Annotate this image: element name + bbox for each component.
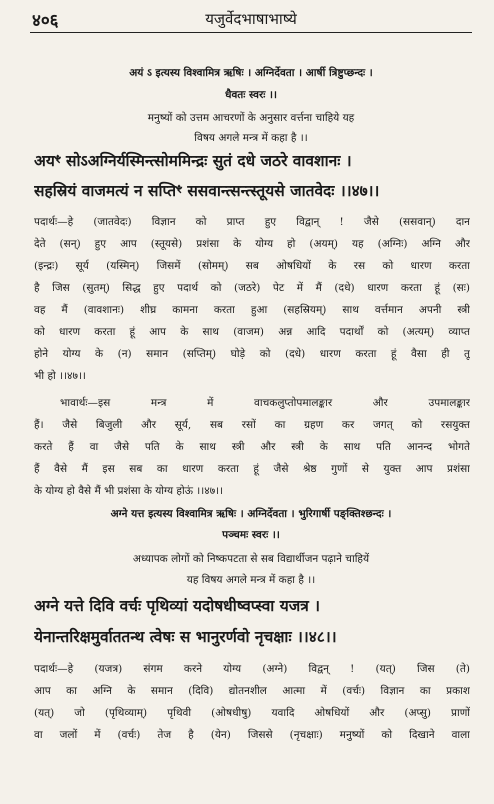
rishi-line-47: अयं ऽ इत्यस्य विश्वामित्र ऋषिः । अग्निर्देवता । आर्षी त्रिष्टुप्छन्दः । xyxy=(129,67,373,79)
intro-line-48-2: यह विषय अगले मन्त्र में कहा है ।। xyxy=(186,574,316,586)
mantra-48-line-1: अग्ने यत्ते दिवि वर्चः पृथिव्यां यदोषधीष्वप्स्वा यजत्र । xyxy=(34,596,321,615)
padartha-48-line: (यत्) जो (पृथिव्याम्) पृथिवी (ओषधीषु) यवादि ओषधियों और (अप्सु) प्राणों xyxy=(34,707,470,719)
bhavartha-47-line: करते हैं वा जैसे पति के साथ स्त्री और स्त्री के साथ पति आनन्द भोगते xyxy=(34,441,470,453)
intro-line-48-1: अध्यापक लोगों को निष्कपटता से सब विद्यार्थीजन पढ़ाने चाहियें xyxy=(132,553,370,565)
rishi-line-48: अग्ने यत्त इत्यस्य विश्वामित्र ऋषिः । अग्निर्देवता । भुरिगार्षी पङ्क्तिश्छन्दः । xyxy=(110,508,392,520)
padartha-47-line: होने योग्य के (न) समान (सप्तिम्) घोड़े को (दधे) धारण करता हूं वैसा ही तू xyxy=(34,348,470,360)
bhavartha-47-line: हैं। जैसे बिजुली और सूर्य, सब रसों का ग्रहण कर जगत् को रसयुक्त xyxy=(34,419,470,431)
padartha-47-line: भी हो ।।४७।। xyxy=(34,370,86,382)
bhavartha-47-line: भावार्थः—इस मन्त्र में वाचकलुप्तोपमालङ्कार और उपमालङ्कार xyxy=(60,397,470,409)
padartha-47-line: देते (सन्) हुए आप (स्तूयसे) प्रशंसा के योग्य हो (अयम्) यह (अग्निः) अग्नि और xyxy=(34,238,470,250)
page-number: ४०६ xyxy=(32,11,59,31)
padartha-47-line: है जिस (सुतम्) सिद्ध हुए पदार्थ को (जठरे) पेट में मैं (दधे) धारण करता हूं (सः) xyxy=(34,282,470,294)
padartha-47-line: पदार्थः—हे (जातवेदः) विज्ञान को प्राप्त हुए विद्वान् ! जैसे (ससवान्) दान xyxy=(34,216,470,228)
padartha-48-line: पदार्थः—हे (यजत्र) संगम करने योग्य (अग्ने) विद्वन् ! (यत्) जिस (ते) xyxy=(34,663,470,675)
mantra-47-line-1: अयꣳ सोऽअग्निर्यस्मिन्त्सोममिन्द्रः सुतं दधे जठरे वावशानः । xyxy=(34,151,352,170)
bhavartha-47-line: के योग्य हो वैसे मैं भी प्रशंसा के योग्य होऊं ।।४७।। xyxy=(34,485,224,497)
page-header xyxy=(30,6,472,33)
intro-line-47-2: विषय अगले मन्त्र में कहा है ।। xyxy=(194,132,308,144)
padartha-48-line: आप का अग्नि के समान (दिवि) द्योतनशील आत्मा में (वर्चः) विज्ञान का प्रकाश xyxy=(34,685,470,697)
svara-line-48: पञ्चमः स्वरः ।। xyxy=(222,529,280,541)
padartha-48-line: वा जलों में (वर्चः) तेज है (येन) जिससे (नृचक्षाः) मनुष्यों को दिखाने वाला xyxy=(34,729,470,741)
intro-line-47-1: मनुष्यों को उत्तम आचरणों के अनुसार वर्त्तना चाहिये यह xyxy=(147,112,355,124)
bhavartha-47-line: हैं वैसे मैं इस सब का धारण करता हूं जैसे श्रेष्ठ गुणों से युक्त आप प्रशंसा xyxy=(34,463,470,475)
padartha-47-line: वह मैं (वावशानः) शीघ्र कामना करता हुआ (सहस्रियम्) साथ वर्त्तमान अपनी स्त्री xyxy=(34,304,470,316)
mantra-47-line-2: सहस्रियं वाजमत्यं न सप्तिꣳ ससवान्त्सन्त्स्तूयसे जातवेदः ।।४७।। xyxy=(34,181,380,200)
padartha-47-line: (इन्द्रः) सूर्य (यस्मिन्) जिसमें (सोमम्) सब ओषधियों के रस को धारण करता xyxy=(34,260,470,272)
padartha-47-line: को धारण करता हूं आप के साथ (वाजम) अन्न आदि पदार्थों को (अत्यम्) व्याप्त xyxy=(34,326,470,338)
running-title: यजुर्वेदभाषाभाष्ये xyxy=(205,10,297,28)
svara-line-47: धैवतः स्वरः ।। xyxy=(224,89,277,101)
mantra-48-line-2: येनान्तरिक्षमुर्वाततन्थ त्वेषः स भानुरर्णवो नृचक्षाः ।।४८।। xyxy=(34,627,337,646)
